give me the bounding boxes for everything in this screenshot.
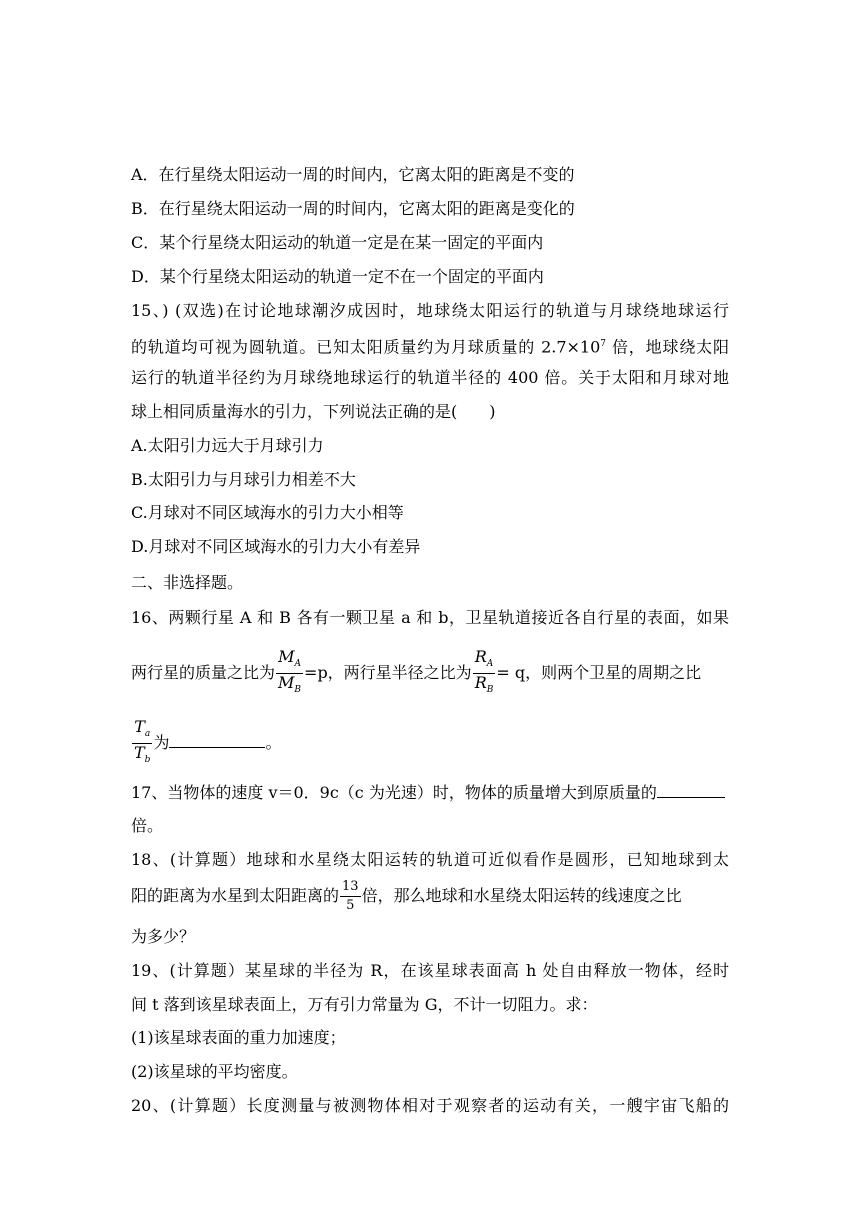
q19-line-2: 间 t 落到该星球表面上，万有引力常量为 G，不计一切阻力。求：: [131, 995, 598, 1014]
q19-line-3: (1)该星球表面的重力加速度；: [131, 1028, 346, 1047]
q18-line-3: 为多少？: [131, 927, 196, 946]
q15-option-d: D.月球对不同区域海水的引力大小有差异: [131, 537, 421, 556]
q16-line-3: $\frac{T_a}{T_b}$ 为 。: [131, 718, 281, 769]
q15-line-1: 15、) (双选)在讨论地球潮汐成因时，地球绕太阳运行的轨道与月球绕地球运行: [131, 301, 729, 320]
q15-line-2: 的轨道均可视为圆轨道。已知太阳质量约为月球质量的 $2.7\times 10^7$ 倍，地球绕太阳: [131, 337, 729, 357]
q15-option-a: A.太阳引力远大于月球引力: [131, 436, 324, 455]
option-14-c: C．某个行星绕太阳运动的轨道一定是在某一固定的平面内: [131, 233, 544, 252]
distance-ratio-fraction: $\frac{13}{5}$: [342, 879, 359, 913]
q17-line-2: 倍。: [131, 816, 164, 835]
radius-ratio-fraction: $\frac{R_A}{R_B}$: [473, 648, 496, 699]
q17-line-1: 17、当物体的速度 v＝0．9c（c 为光速）时，物体的质量增大到原质量的: [131, 783, 725, 803]
q19-line-4: (2)该星球的平均密度。: [131, 1062, 298, 1081]
answer-blank-17[interactable]: [657, 783, 725, 798]
period-ratio-fraction: $\frac{T_a}{T_b}$: [132, 718, 152, 769]
q20-line-1: 20、(计算题）长度测量与被测物体相对于观察者的运动有关，一艘宇宙飞船的: [131, 1096, 729, 1115]
mass-ratio-fraction: $\frac{M_A}{M_B}$: [276, 648, 303, 699]
q19-line-1: 19、(计算题）某星球的半径为 R，在该星球表面高 h 处自由释放一物体，经时: [131, 961, 729, 980]
q18-line-1: 18、(计算题）地球和水星绕太阳运转的轨道可近似看作是圆形，已知地球到太: [131, 850, 729, 869]
q16-line-2: 两行星的质量之比为 $\frac{M_A}{M_B}$ =p，两行星半径之比为 $\frac{R_A}{R_B}$ = q，则两个卫星的周期之比: [131, 648, 701, 699]
q15-line-4: 球上相同质量海水的引力，下列说法正确的是( ): [131, 402, 496, 421]
q18-line-2: 阳的距离为水星到太阳距离的 $\frac{13}{5}$ 倍，那么地球和水星绕太阳运转的线速度之比: [131, 879, 682, 913]
q15-option-b: B.太阳引力与月球引力相差不大: [131, 470, 356, 489]
option-14-d: D．某个行星绕太阳运动的轨道一定不在一个固定的平面内: [131, 267, 544, 286]
option-14-b: B．在行星绕太阳运动一周的时间内，它离太阳的距离是变化的: [131, 199, 575, 218]
q15-option-c: C.月球对不同区域海水的引力大小相等: [131, 503, 404, 522]
section-heading: 二、非选择题。: [131, 573, 244, 592]
q15-line-3: 运行的轨道半径约为月球绕地球运行的轨道半径的 400 倍。关于太阳和月球对地: [131, 368, 729, 387]
option-14-a: A．在行星绕太阳运动一周的时间内，它离太阳的距离是不变的: [131, 165, 575, 184]
q16-line-1: 16、两颗行星 A 和 B 各有一颗卫星 a 和 b，卫星轨道接近各自行星的表面，如果: [131, 608, 729, 627]
answer-blank-16[interactable]: [169, 733, 265, 748]
